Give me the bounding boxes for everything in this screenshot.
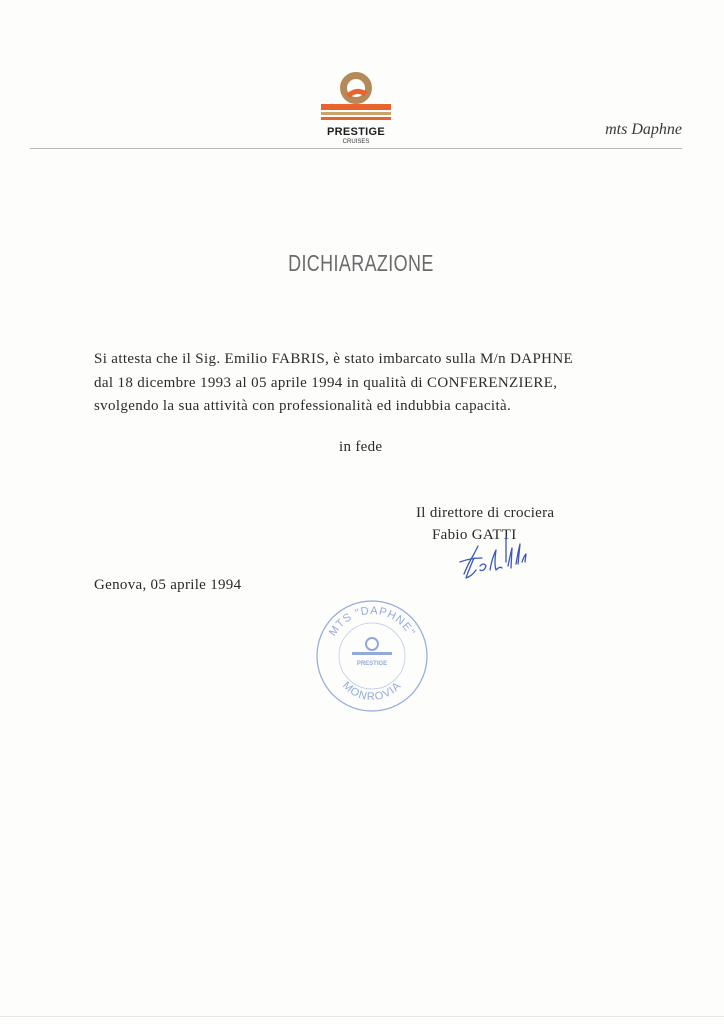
place-and-date: Genova, 05 aprile 1994 xyxy=(94,577,242,593)
signatory-title: Il direttore di crociera xyxy=(416,505,555,521)
svg-text:MTS "DAPHNE": MTS "DAPHNE" xyxy=(326,604,418,639)
handwritten-signature xyxy=(456,528,546,588)
brand-subtitle: CRUISES xyxy=(342,139,370,145)
ship-stamp xyxy=(312,596,432,714)
page-edge xyxy=(0,1016,724,1017)
body-line: svolgendo la sua attività con professionalità ed indubbia capacità. xyxy=(94,398,512,414)
body-line: dal 18 dicembre 1993 al 05 aprile 1994 in qualità di CONFERENZIERE, xyxy=(94,374,558,391)
ship-name: mts Daphne xyxy=(605,121,682,138)
svg-text:MONROVIA: MONROVIA xyxy=(340,679,404,704)
svg-text:PRESTIGE: PRESTIGE xyxy=(356,661,388,667)
body-line: Si attesta che il Sig. Emilio FABRIS, è stato imbarcato sulla M/n DAPHNE xyxy=(94,351,574,367)
signatory-name: Fabio GATTI xyxy=(432,527,517,543)
brand-name: PRESTIGE xyxy=(326,126,386,138)
closing-text: in fede xyxy=(339,439,383,455)
declaration-body xyxy=(94,348,634,419)
header-divider xyxy=(30,148,682,149)
document-title: DICHIARAZIONE xyxy=(288,250,434,276)
